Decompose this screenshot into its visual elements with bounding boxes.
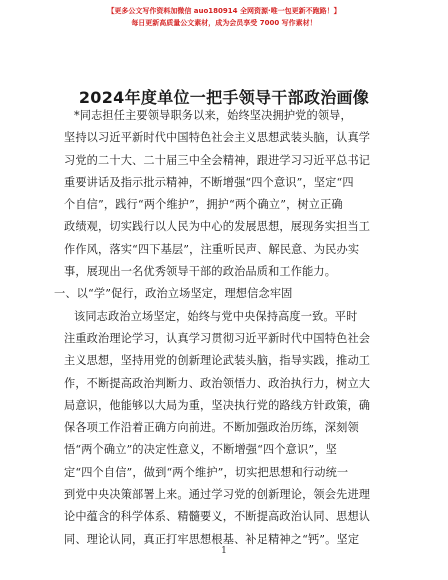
body-line: 论中蕴含的科学体系、精髓要义，不断提高政治认同、思想认 — [64, 510, 371, 524]
body-line: 同、理论认同，真正打牢思想根基、补足精神之“钙”。坚定 — [64, 532, 360, 546]
body-line: 局意识，他能够以大局为重，坚决执行党的路线方针政策，确 — [64, 398, 371, 412]
body-line: 到党中央决策部署上来。通过学习党的创新理论，领会先进理 — [64, 488, 371, 502]
body-line: 定“四个自信”，做到“两个维护”，切实把思想和行动统一 — [64, 465, 349, 479]
body-line: *同志担任主要领导职务以来，始终坚决拥护党的领导， — [74, 109, 352, 122]
body-line: 作作风，落实“四下基层”，注重听民声、解民意、为民办实 — [64, 242, 360, 256]
body-line: 坚持以习近平新时代中国特色社会主义思想武装头脑，认真学 — [64, 131, 371, 145]
banner-line-2: 每日更新高质量公文素材，成为会员享受 7000 写作素材！ — [131, 19, 317, 27]
page-number: 1 — [221, 546, 227, 556]
document-title: 2024年度单位一把手领导干部政治画像 — [78, 88, 370, 107]
body-line: 主义思想，坚持用党的创新理论武装头脑，指导实践，推动工 — [64, 354, 371, 368]
promo-banner — [0, 5, 448, 29]
body-line: 习党的二十大、二十届三中全会精神，跟进学习习近平总书记 — [64, 153, 371, 167]
banner-line-1: 【更多公文写作资料加微信 auo180914 全网资源·唯一包更新不跑路！】 — [107, 7, 341, 15]
body-line: 政绩观，切实践行以人民为中心的发展思想，展现务实担当工 — [64, 220, 371, 234]
body-line: 事，展现出一名优秀领导干部的政治品质和工作能力。 — [64, 265, 337, 279]
body-line: 该同志政治立场坚定，始终与党中央保持高度一致。平时 — [74, 309, 358, 323]
body-line: 重要讲话及指示批示精神，不断增强“四个意识”，坚定“四 — [64, 175, 354, 189]
body-line: 保各项工作沿着正确方向前进。不断加强政治历练，深刻领 — [64, 421, 359, 435]
section-heading: 一、以“学”促行，政治立场坚定，理想信念牢固 — [54, 287, 293, 301]
body-line: 作，不断提高政治判断力、政治领悟力、政治执行力，树立大 — [64, 376, 371, 390]
body-line: 个自信”，践行“两个维护”，拥护“两个确立”，树立正确 — [64, 198, 343, 212]
document-body — [54, 105, 389, 551]
body-line: 悟“两个确立”的决定性意义，不断增强“四个意识”，坚 — [64, 443, 337, 457]
body-line: 注重政治理论学习，认真学习贯彻习近平新时代中国特色社会 — [64, 331, 371, 345]
